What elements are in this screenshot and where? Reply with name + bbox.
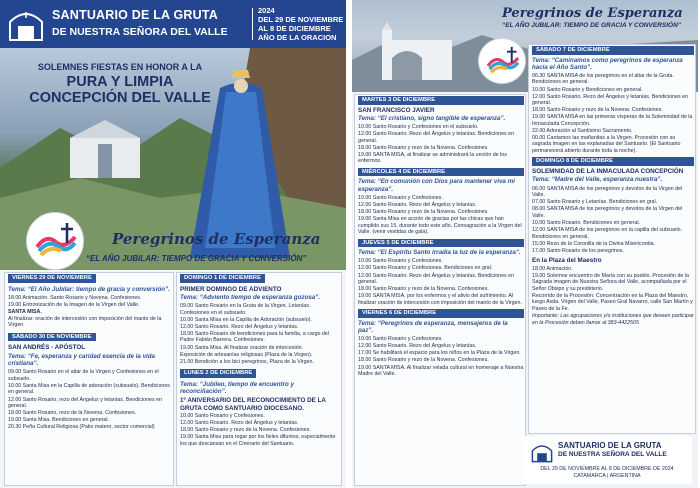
day-theme: Tema: “Madre del Valle, esperanza nuestra”. xyxy=(532,176,663,184)
jubilee-logo-right xyxy=(478,38,526,84)
schedule-line: 18.00 Animación. Santo Rosario y Novena. Confesiones. xyxy=(8,294,142,301)
day-title: SAN ANDRÉS - APÓSTOL xyxy=(8,344,86,352)
day-bar: DOMINGO 1 DE DICIEMBRE xyxy=(180,274,265,283)
hero-title-line-2: CONCEPCIÓN DEL VALLE xyxy=(29,90,211,106)
schedule-line: 19.00 Santa Misa. Bendiciones en general. xyxy=(8,417,110,424)
plaza-maestro-section xyxy=(532,257,694,326)
day-section-dec1 xyxy=(180,273,340,365)
header-dates xyxy=(258,6,343,42)
header-year-motto: AÑO DE LA ORACION xyxy=(258,33,337,42)
schedule-line: 07.00 Santo Rosario y Letanías. Bendiciones en gral. xyxy=(532,199,658,206)
header-date-from: DEL 29 DE NOVIEMBRE xyxy=(258,15,344,24)
right-page xyxy=(352,0,698,488)
plaza-title: En la Plaza del Maestro xyxy=(532,257,602,265)
schedule-line: 19.00 Solemne encuentro de María con su pueblo. Procesión de la Sagrada imagen de Nuestra Señora del Valle, acompañada por el Señor Obispo y su presbiterio. xyxy=(532,272,689,292)
jubilee-motto: “EL AÑO JUBILAR: TIEMPO DE GRACIA Y CONVERSIÓN” xyxy=(86,254,307,263)
schedule-line: 10.00 Santo Rosario y Confesiones en el subsuelo. xyxy=(358,124,479,131)
schedule-line: 06.30 SANTA MISA de los peregrinos en el altar de la Gruta. Bendiciones en general. xyxy=(532,72,674,86)
day-theme: Tema: “El Espíritu Santo irradia la luz de la esperanza”. xyxy=(358,249,521,257)
jubilee-logo-icon xyxy=(27,213,85,271)
day-theme: Tema: “Peregrinos de esperanza, mensajeros de la paz”. xyxy=(358,319,508,334)
header-date-to: AL 8 DE DICIEMBRE xyxy=(258,24,331,33)
santuario-logo-icon xyxy=(530,440,554,464)
peregrinos-title-right: Peregrinos de Esperanza xyxy=(502,6,683,21)
schedule-line: 10.00 Santo Rosario y Confesiones. xyxy=(358,336,443,343)
schedule-line: 10.00 Santa Misa en la Capilla de Adoración (subsuelo). xyxy=(180,316,312,323)
schedule-line: 18.00 Santo Rosario y rezo de la Novena. Confesiones. xyxy=(358,357,489,364)
schedule-line: Al finalizar: oración de intercesión con imposición del manto de la Virgen. xyxy=(8,315,162,329)
day-title: PRIMER DOMINGO DE ADVIENTO xyxy=(180,285,282,293)
day-section-dec7 xyxy=(532,46,694,154)
peregrinos-title: Peregrinos de Esperanza xyxy=(112,230,321,248)
schedule-line: 19.00 Entronización de la Imagen de la Virgen del Valle. xyxy=(8,301,140,308)
hero-subtitle: SOLEMNES FIESTAS EN HONOR A LA xyxy=(37,62,203,72)
day-section-dec6 xyxy=(358,309,524,377)
schedule-line: 09.00 Santo Rosario en el altar de la Virgen y Confesiones en el subsuelo. xyxy=(8,369,159,382)
day-bar: VIERNES 29 DE NOVIEMBRE xyxy=(8,274,96,283)
day-section-dec4 xyxy=(358,168,524,236)
day-theme: Tema: “Adviento tiempo de esperanza gozosa”. xyxy=(180,294,321,301)
header-banner xyxy=(0,0,346,48)
schedule-line: 17.00 Santo Rosario de los peregrinos. xyxy=(532,247,624,254)
schedule-line: 19.00 SANTA MISA. Al finalizar velada cultural en homenaje a Nuestra Madre del Valle. xyxy=(358,364,524,378)
footer-title-2: DE NUESTRA SEÑORA DEL VALLE xyxy=(558,451,667,458)
day-title: SAN FRANCISCO JAVIER xyxy=(358,106,435,114)
day-bar: LUNES 2 DE DICIEMBRE xyxy=(180,369,256,378)
schedule-line: 19.00 SANTA MISA, por los enfermos y el alivio del sufrimiento. Al finalizar oración de intercesión con imposición del manto de la Virgen. xyxy=(358,293,522,306)
schedule-line: 10.00 Santo Rosario y Confesiones. xyxy=(358,258,443,265)
schedule-line: SANTA MISA. xyxy=(8,308,42,315)
schedule-line: 19.00 Santa Misa en acción de gracias por las chicas que han cumplido sus 15, durante todo este año. Consagración a la Virgen del Valle. (venir vestidas de gala). xyxy=(358,216,522,236)
right-col-2-content xyxy=(532,45,694,329)
schedule-line: 19.00 SANTA MISA, al finalizar se administrará la unción de los enfermos. xyxy=(358,151,507,165)
day-section-dec2 xyxy=(180,368,340,447)
schedule-line: 19.00 SANTA MISA en las primeras vísperas de la Solemnidad de la Inmaculada Concepción. xyxy=(532,114,693,127)
day-theme: Tema: “El Año Jubilar: tiempo de gracia y conversión”. xyxy=(8,285,170,293)
schedule-line: 21.00 Bendición a los bici peregrinos, Plaza de la Virgen. xyxy=(180,358,314,365)
schedule-line: 08.00 SANTA MISA de los peregrinos y devotos de la Virgen del Valle. xyxy=(532,206,683,219)
day-title: SOLEMNIDAD DE LA INMACULADA CONCEPCIÓN xyxy=(532,167,684,175)
hero-title xyxy=(10,74,230,106)
jubilee-motto-right: “EL AÑO JUBILAR: TIEMPO DE GRACIA Y CONVERSIÓN” xyxy=(502,22,682,29)
day-bar: VIERNES 6 DE DICIEMBRE xyxy=(358,309,524,318)
schedule-line: 12.00 SANTA MISA de los peregrinos en la capilla del subsuelo. Bendiciones en general. xyxy=(532,227,683,240)
day-bar: MARTES 3 DE DICIEMBRE xyxy=(358,96,524,105)
day-title: 1º ANIVERSARIO DEL RECONOCIMIENTO DE LA GRUTA COMO SANTUARIO DIOCESANO. xyxy=(180,397,326,412)
schedule-line: 18.00 Santo Rosario y rezo de la Novena. Confesiones. xyxy=(358,209,489,216)
schedule-line: 12.00 Santo Rosario. Rezo del Ángelus y letanías. Bendiciones en general. xyxy=(358,131,515,144)
header-year: 2024 xyxy=(258,6,275,15)
day-section-dec8 xyxy=(532,157,694,254)
day-section-nov30 xyxy=(8,332,173,431)
footer-location: CATAMARCA | ARGENTINA xyxy=(573,473,641,479)
schedule-line: 18.00 Santo Rosario de bendiciones para la familia, a cargo del Padre Fabián Barrera. Confesiones. xyxy=(180,330,329,344)
day-bar: JUEVES 5 DE DICIEMBRE xyxy=(358,239,524,248)
schedule-line: 12.00 Santo Rosario. Rezo del Ángelus y letanías. xyxy=(180,323,299,330)
day-theme: Tema: “Caminamos como peregrinos de esperanza hacia el Año Santo”. xyxy=(532,56,683,71)
day-bar: MIÉRCOLES 4 DE DICIEMBRE xyxy=(358,168,524,177)
schedule-line: 18.00 Santo Rosario y rezo de la Novena. Confesiones. xyxy=(180,427,311,434)
day-section-nov29 xyxy=(8,273,173,329)
day-bar: SÁBADO 7 DE DICIEMBRE xyxy=(532,46,694,55)
left-page xyxy=(0,0,346,488)
schedule-line: 12.00 Santo Rosario. Rezo del Ángelus y letanías. Bendiciones en general. xyxy=(532,93,689,107)
day-section-dec5 xyxy=(358,239,524,307)
jubilee-logo xyxy=(26,212,84,270)
header-title-2: DE NUESTRA SEÑORA DEL VALLE xyxy=(52,26,228,38)
header-title-1: SANTUARIO DE LA GRUTA xyxy=(52,8,218,22)
hero-title-line-1: PURA Y LIMPIA xyxy=(66,74,174,90)
day-theme: Tema: “En comunión con Dios para mantener viva mi esperanza”. xyxy=(358,178,515,193)
important-note: Importante: Las agrupaciones y/o instituciones que deseen participar en la Procesión deben llamar al 383-4422505 xyxy=(532,313,694,326)
left-col-1-content xyxy=(8,273,173,434)
schedule-line: 18.00 Santo Rosario y rezo de la Novena. Confesiones. xyxy=(358,144,489,151)
footer-dates xyxy=(524,466,690,480)
schedule-line: 10.00 Santo Rosario. Bendiciones en general. xyxy=(532,219,641,226)
schedule-line: 10.00 Santo Rosario y Confesiones. xyxy=(180,413,265,420)
schedule-line: 10.00 Santo Rosario y Confesiones. xyxy=(358,194,443,201)
schedule-line: 00.00 Cantamos las mañanitas a la Virgen. Procesión con su sagrada imagen en las explanadas del Santuario. (El Santuario permanecerá abierto durante toda la noche). xyxy=(532,134,681,154)
day-bar: SÁBADO 30 DE NOVIEMBRE xyxy=(8,333,96,342)
schedule-line: 19.00 Santa Misa para rogar por los fieles difuntos, especialmente los que descansan en el Cinerario del Santuario. xyxy=(180,434,336,447)
santuario-logo-icon xyxy=(6,6,46,42)
schedule-line: 18.00 Santo Rosario y rezo de la Novena. Confesiones. xyxy=(532,107,663,114)
schedule-line: 12.00 Santo Rosario. Rezo del Ángelus y letanías. Bendiciones en general. xyxy=(358,272,515,286)
schedule-line: 12.00 Santo Rosario, rezo del Ángelus y letanías. Bendiciones en general. xyxy=(8,396,163,410)
jubilee-logo-icon xyxy=(479,39,527,85)
footer-date-range: DEL 29 DE NOVIEMBRE AL 8 DE DICIEMBRE DE 2024 xyxy=(540,466,674,472)
day-theme: Tema: “El cristiano, signo tangible de esperanza”. xyxy=(358,115,506,122)
day-theme: Tema: “Jubileo, tiempo de encuentro y reconciliación”. xyxy=(180,380,294,395)
schedule-line: 12.00 Santo Rosario. Rezo del Ángelus y letanías. xyxy=(180,420,299,427)
day-bar: DOMINGO 8 DE DICIEMBRE xyxy=(532,157,694,166)
schedule-line: 10.00 Santo Rosario y Bendiciones en general. xyxy=(532,86,643,93)
schedule-line: 18.00 Animación. xyxy=(532,265,573,272)
schedule-line: Recorrido de la Procesión: Concentración en la Plaza del Maestro, luego Avda. Virgen del Valle, Paseo Gral Navarro, calle San Martín y Paseo de la Fe. xyxy=(532,292,693,312)
schedule-line: 12.00 Santo Rosario. Rezo del Ángelus y letanías. xyxy=(358,201,477,208)
schedule-line: 10.00 Santa Misa en la Capilla de adoración (subsuelo). Bendiciones en general. xyxy=(8,382,170,396)
schedule-line: 19.00 Santa Misa. Al finalizar oración de intercesión. xyxy=(180,344,304,351)
schedule-line: 20.30 Peña Cultural Religiosa (Patio matero, sector comercial) xyxy=(8,424,155,431)
right-col-1-content xyxy=(358,95,524,381)
schedule-line: 18.00 Santo Rosario, rezo de la Novena. Confesiones. xyxy=(8,410,137,417)
schedule-line: 17.00 Se habilitará el espacio para los niños en la Plaza de la Virgen. xyxy=(358,350,521,357)
schedule-line: 22.00 Adoración al Santísimo Sacramento. xyxy=(532,127,633,134)
schedule-line: 12.00 Santo Rosario. Rezo del Ángelus y letanías. xyxy=(358,343,477,350)
footer-logo-block xyxy=(522,436,692,484)
schedule-line: 09.00 Santo Rosario en la Gruta de la Virgen. Letanías. Confesiones en el subsuelo. xyxy=(180,303,311,316)
schedule-line: 06.00 SANTA MISA de los peregrinos y devotos de la Virgen del Valle. xyxy=(532,185,683,199)
header-divider xyxy=(252,8,253,40)
schedule-line: 18.00 Santo Rosario y rezo de la Novena. Confesiones. xyxy=(358,286,489,293)
left-col-2-content xyxy=(180,273,340,450)
schedule-line: Exposición de artesanías religiosas (Plaza de la Virgen). xyxy=(180,351,313,358)
schedule-line: 12.00 Santo Rosario y Confesiones. Bendiciones en gral. xyxy=(358,265,493,272)
day-theme: Tema: “Fe, esperanza y caridad esencia de la vida cristiana”. xyxy=(8,352,155,368)
schedule-line: 15.00 Rezo de la Coronilla de la Divina Misericordia. xyxy=(532,240,656,247)
footer-title-1: SANTUARIO DE LA GRUTA xyxy=(558,441,662,450)
day-section-dec3 xyxy=(358,96,524,165)
